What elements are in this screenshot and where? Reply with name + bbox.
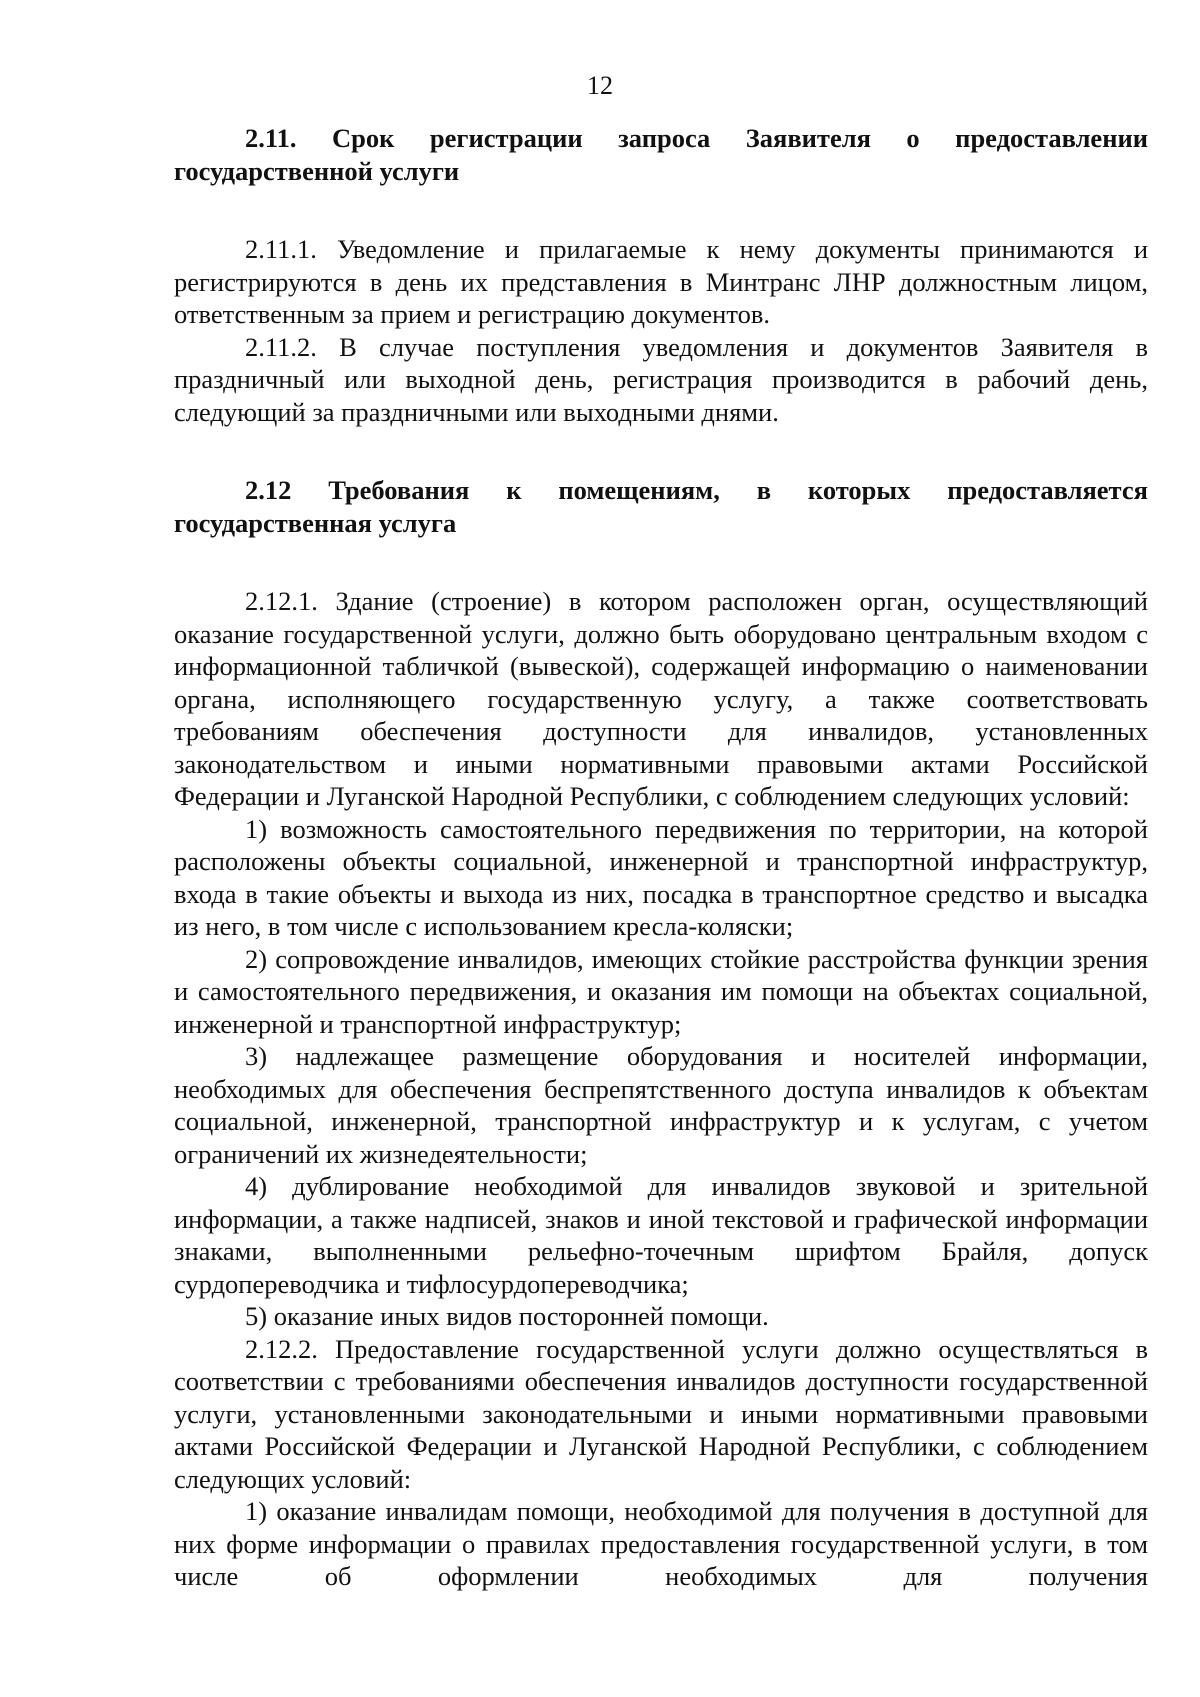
list-item-condition-3: 3) надлежащее размещение оборудования и носителей информации, необходимых для обеспечения беспрепятственного доступа инвалидов к объектам социальной, инженерной, транспортной инфраструктур и к услугам, с учетом ограничений их жизнедеятельности;: [174, 1041, 1148, 1169]
page-content: [174, 122, 1148, 1593]
paragraph-2-12-2: 2.12.2. Предоставление государственной услуги должно осуществляться в соответствии с требованиями обеспечения инвалидов доступности государственной услуги, установленными законодательными и иными нормативными правовыми актами Российской Федерации и Луганской Народной Республики, с соблюдением следующих условий:: [174, 1333, 1148, 1494]
list-item-condition-2: 2) сопровождение инвалидов, имеющих стойкие расстройства функции зрения и самостоятельного передвижения, и оказания им помощи на объектах социальной, инженерной и транспортной инфраструктур;: [174, 943, 1148, 1039]
paragraph-2-12-1: 2.12.1. Здание (строение) в котором расположен орган, осуществляющий оказание государственной услуги, должно быть оборудовано центральным входом с информационной табличкой (вывеской), содержащей информацию о наименовании органа, исполняющего государственную услугу, а также соответствовать требованиям обеспечения доступности для инвалидов, установленных законодательством и иными нормативными правовыми актами Российской Федерации и Луганской Народной Республики, с соблюдением следующих условий:: [174, 586, 1148, 811]
page-number: 12: [587, 71, 613, 100]
paragraph-2-11-1: 2.11.1. Уведомление и прилагаемые к нему документы принимаются и регистрируются в день их представления в Минтранс ЛНР должностным лицом, ответственным за прием и регистрацию документов.: [174, 234, 1148, 329]
list-item-condition-5: 5) оказание иных видов посторонней помощи.: [245, 1301, 769, 1331]
section-heading-2-12: 2.12 Требования к помещениям, в которых предоставляется государственная услуга: [174, 475, 1148, 538]
paragraph-2-11-2: 2.11.2. В случае поступления уведомления и документов Заявителя в праздничный или выходной день, регистрация производится в рабочий день, следующий за праздничными или выходными днями.: [174, 331, 1148, 427]
list-item-condition-4: 4) дублирование необходимой для инвалидов звуковой и зрительной информации, а также надписей, знаков и иной текстовой и графической информации знаками, выполненными рельефно-точечным шрифтом Брайля, допуск сурдопереводчика и тифлосурдопереводчика;: [174, 1171, 1148, 1299]
section-heading-2-11: 2.11. Срок регистрации запроса Заявителя о предоставлении государственной услуги: [174, 123, 1148, 186]
list-item-condition-1: 1) возможность самостоятельного передвижения по территории, на которой расположены объекты социальной, инженерной и транспортной инфраструктур, входа в такие объекты и выхода из них, посадка в транспортное средство и высадка из него, в том числе с использованием кресла-коляски;: [174, 813, 1148, 941]
list-item-requirement-1: 1) оказание инвалидам помощи, необходимой для получения в доступной для них форме информации о правилах предоставления государственной услуги, в том числе об оформлении необходимых для получения: [174, 1496, 1148, 1591]
